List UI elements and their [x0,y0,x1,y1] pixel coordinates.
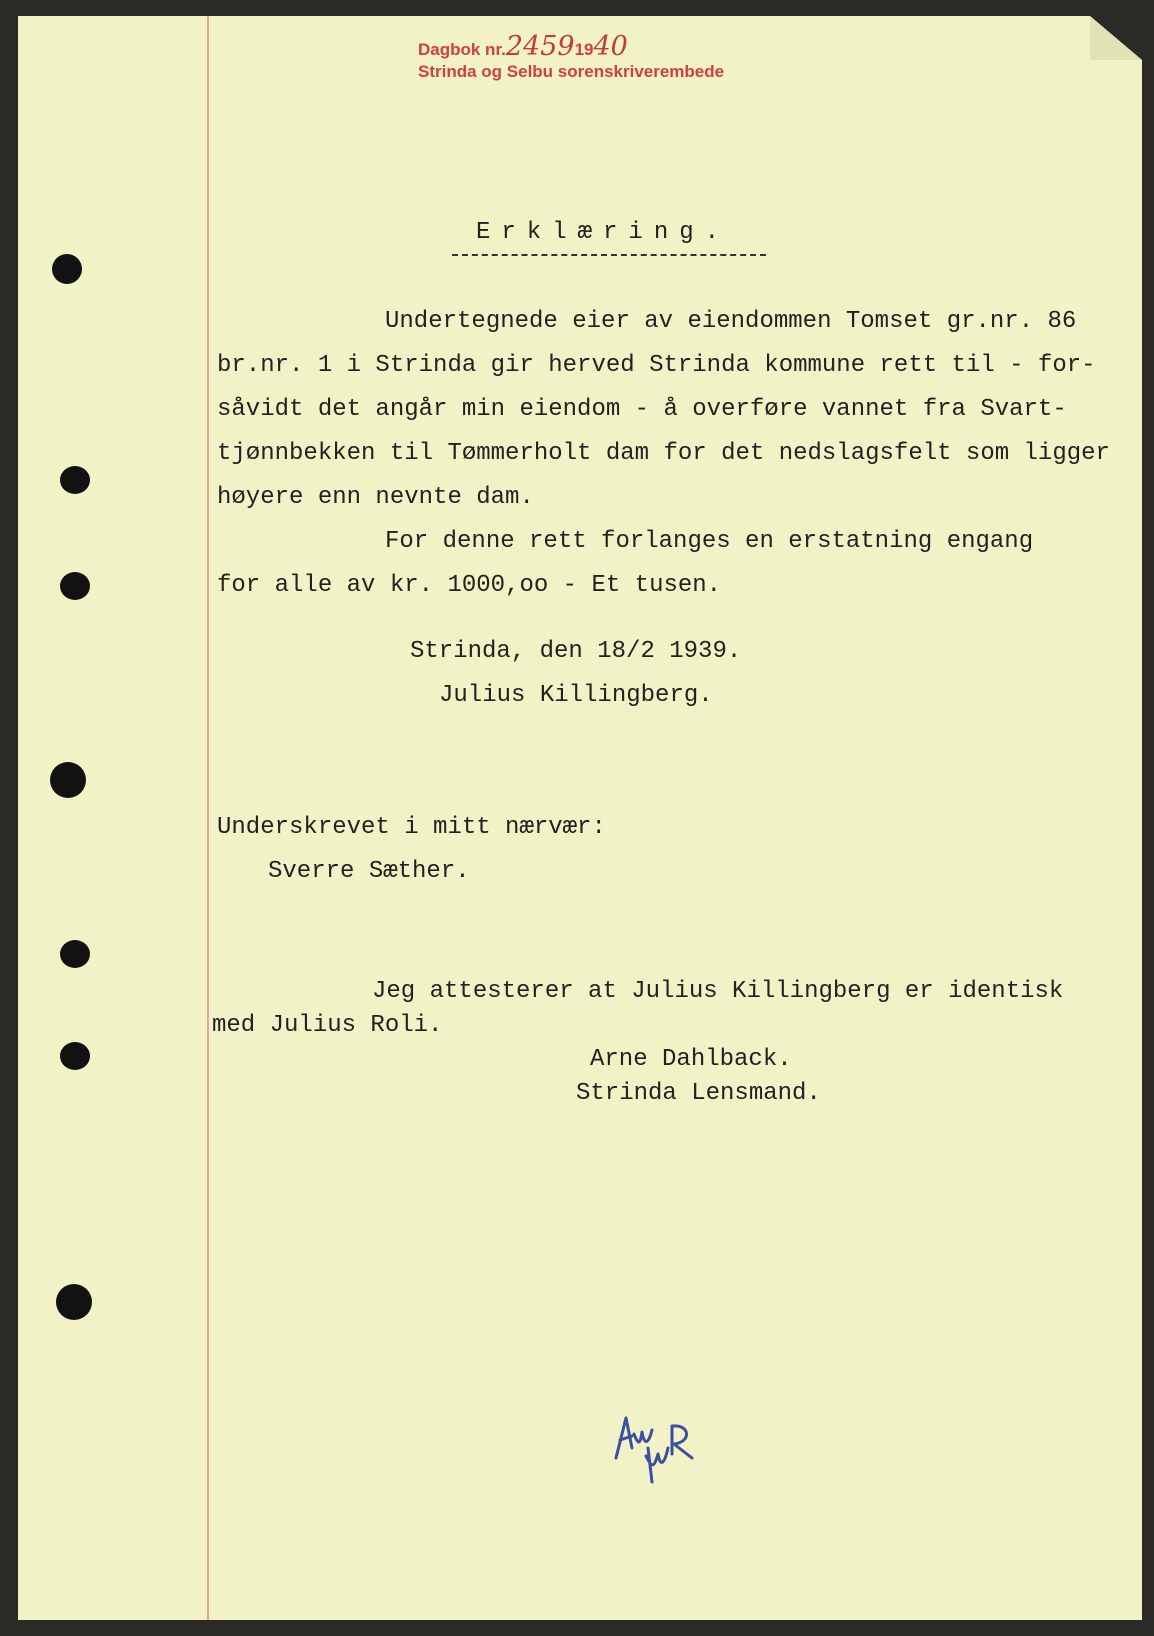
journal-label: Dagbok nr. [418,40,506,59]
attestation-line: Jeg attesterer at Julius Killingberg er identisk [372,978,1064,1005]
place-date: Strinda, den 18/2 1939. [410,638,742,665]
document-page [18,16,1142,1620]
journal-office: Strinda og Selbu sorenskriverembede [418,62,725,81]
body-line: for alle av kr. 1000,oo - Et tusen. [217,572,722,599]
margin-line [207,16,209,1620]
body-line: såvidt det angår min eiendom - å overføre vannet fra Svart- [217,396,1067,423]
journal-year-suffix: 40 [593,31,628,62]
punch-hole [60,1042,90,1070]
body-line: br.nr. 1 i Strinda gir herved Strinda kommune rett til - for- [217,352,1096,379]
body-line: høyere enn nevnte dam. [217,484,534,511]
punch-hole [60,572,90,600]
officer-title: Strinda Lensmand. [576,1080,821,1107]
punch-hole [60,940,90,968]
witness-label: Underskrevet i mitt nærvær: [217,814,606,841]
body-line: tjønnbekken til Tømmerholt dam for det nedslagsfelt som ligger [217,440,1110,467]
punch-hole [52,254,82,284]
signer-name: Julius Killingberg. [439,682,713,709]
document-title: Erklæring. [476,219,731,246]
punch-hole [56,1284,92,1320]
officer-name: Arne Dahlback. [590,1046,792,1073]
journal-stamp [418,31,725,83]
attestation-line: med Julius Roli. [212,1012,443,1039]
journal-number: 2459 [505,31,575,62]
body-line: For denne rett forlanges en erstatning engang [385,528,1034,555]
folded-corner-back [1090,16,1142,60]
journal-year-prefix: 19 [574,40,594,59]
journal-stamp-line1 [418,31,724,62]
body-line: Undertegnede eier av eiendommen Tomset gr.nr. 86 [385,308,1077,335]
punch-hole [60,466,90,494]
punch-hole [50,762,86,798]
pencil-initials-mark [608,1396,718,1486]
title-underline [452,254,766,256]
witness-name: Sverre Sæther. [268,858,470,885]
